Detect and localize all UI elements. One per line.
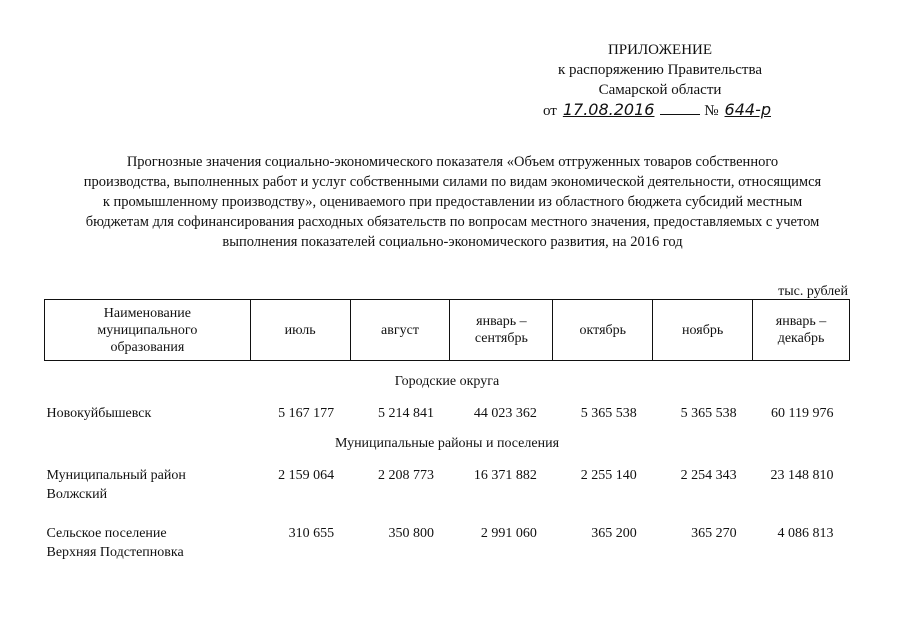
- title-line-4: бюджетам для софинансирования расходных обязательств по вопросам местного значения, предоставляемых с учетом: [85, 214, 820, 230]
- cell-jan-dec: 23 148 810: [770, 468, 834, 483]
- row-name: [45, 404, 251, 423]
- header-text: август: [381, 322, 419, 338]
- spacer-row: [45, 394, 850, 404]
- header-october: [553, 300, 653, 361]
- title-line-3: к промышленному производству», оцениваемого при предоставлении из областного бюджета субсидий местным: [102, 194, 803, 210]
- row-name-line: Волжский: [46, 487, 108, 502]
- spacer-row: [45, 504, 850, 524]
- header-municipality: [45, 300, 251, 361]
- cell-jan-dec: 4 086 813: [777, 526, 834, 541]
- cell-august: 350 800: [388, 526, 434, 541]
- header-text: январь –: [476, 314, 527, 329]
- indicators-table: [44, 299, 850, 562]
- order-date-number: [520, 100, 800, 121]
- cell-jan-sep: 2 991 060: [480, 526, 537, 541]
- unit-label: тыс. рублей: [778, 284, 848, 299]
- header-text: декабрь: [777, 331, 825, 346]
- cell-august: 5 214 841: [377, 406, 434, 421]
- section-title: Городские округа: [394, 374, 500, 389]
- number-prefix: №: [704, 103, 719, 119]
- handwritten-number: 644-р: [724, 100, 771, 119]
- cell-november: 5 365 538: [680, 406, 737, 421]
- row-name: [45, 524, 251, 562]
- cell-august: 2 208 773: [377, 468, 434, 483]
- table-row: [45, 404, 850, 423]
- section-header-row: [45, 361, 850, 395]
- header-jan-sep: [450, 300, 553, 361]
- header-july: [250, 300, 350, 361]
- header-text: январь –: [775, 314, 827, 329]
- document-title: [30, 152, 875, 252]
- table-header-row: [45, 300, 850, 361]
- table-row: [45, 524, 850, 562]
- header-november: [653, 300, 753, 361]
- title-line-1: Прогнозные значения социально-экономического показателя «Объем отгруженных товаров собственного: [126, 154, 779, 170]
- appendix-block: [520, 40, 800, 121]
- spacer: [45, 456, 850, 466]
- header-text: июль: [284, 322, 316, 338]
- spacer-row: [45, 456, 850, 466]
- title-line-5: выполнения показателей социально-экономического развития, на 2016 год: [222, 234, 683, 250]
- cell-jan-dec: 60 119 976: [771, 406, 834, 421]
- header-text: образования: [110, 339, 185, 355]
- appendix-title: ПРИЛОЖЕНИЕ: [607, 42, 713, 58]
- title-line-2: производства, выполненных работ и услуг собственными силами по видам экономической деятельности, относящимся: [83, 174, 822, 190]
- row-name-line: Муниципальный район: [46, 468, 186, 483]
- cell-july: 2 159 064: [278, 468, 335, 483]
- header-text: октябрь: [579, 322, 627, 338]
- cell-october: 365 200: [591, 526, 637, 541]
- section-header-row: [45, 423, 850, 456]
- cell-november: 2 254 343: [680, 468, 737, 483]
- row-name-line: Верхняя Подстепновка: [46, 545, 184, 560]
- header-jan-dec: [753, 300, 850, 361]
- appendix-line-1: к распоряжению Правительства: [557, 62, 762, 78]
- table-row: [45, 466, 850, 504]
- underline-blank: [660, 102, 700, 115]
- section-title: Муниципальные районы и поселения: [334, 436, 560, 451]
- cell-jan-sep: 16 371 882: [473, 468, 537, 483]
- header-text: ноябрь: [682, 322, 724, 338]
- header-text: Наименование: [103, 305, 191, 321]
- cell-november: 365 270: [691, 526, 737, 541]
- row-name: [45, 466, 251, 504]
- spacer: [45, 504, 850, 524]
- cell-jan-sep: 44 023 362: [473, 406, 537, 421]
- handwritten-date: 17.08.2016: [562, 100, 655, 119]
- row-name-line: Новокуйбышевск: [46, 406, 152, 421]
- header-august: [350, 300, 450, 361]
- header-text: сентябрь: [474, 331, 528, 346]
- date-prefix: от: [543, 103, 557, 119]
- spacer: [45, 394, 850, 404]
- cell-october: 5 365 538: [580, 406, 637, 421]
- cell-july: 310 655: [288, 526, 335, 541]
- cell-october: 2 255 140: [580, 468, 637, 483]
- row-name-line: Сельское поселение: [46, 526, 167, 541]
- cell-july: 5 167 177: [278, 406, 335, 421]
- appendix-line-2: Самарской области: [598, 82, 722, 98]
- header-text: муниципального: [97, 322, 198, 338]
